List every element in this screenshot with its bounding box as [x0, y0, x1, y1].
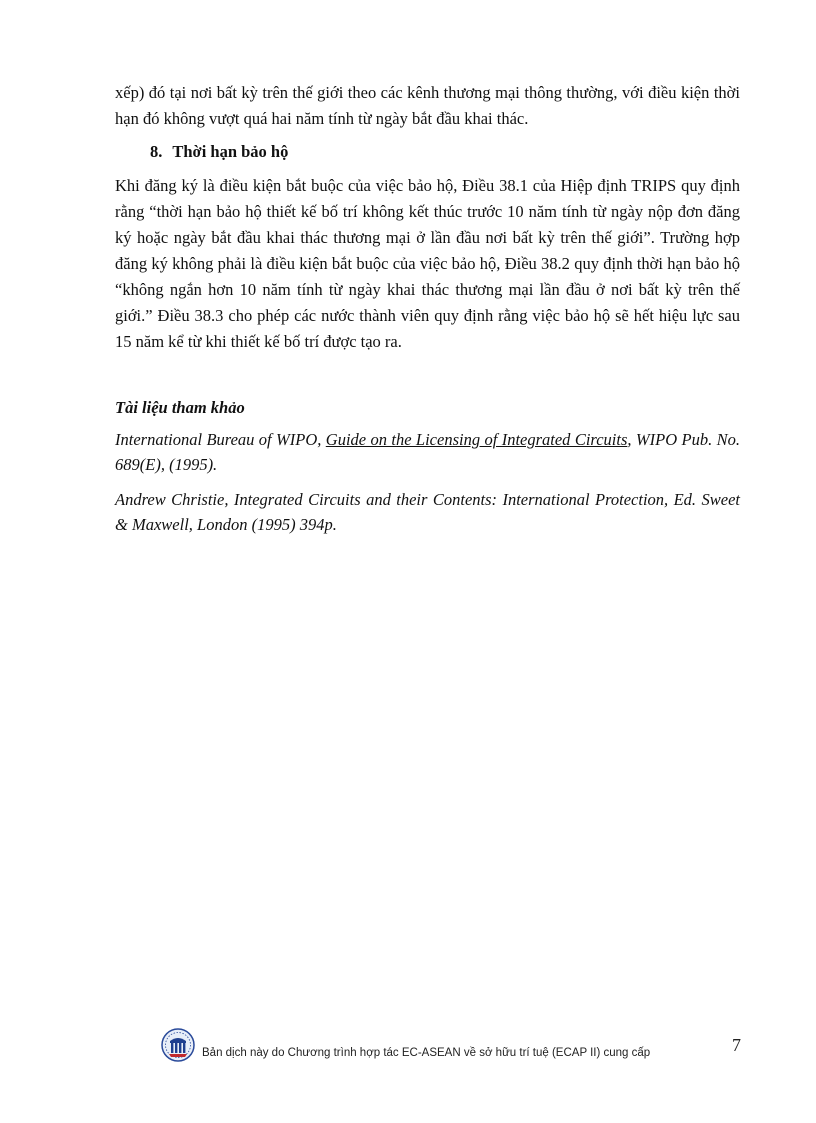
references-title: Tài liệu tham khảo [115, 398, 245, 417]
footer-credit: Bản dịch này do Chương trình hợp tác EC-ASEAN về sở hữu trí tuệ (ECAP II) cung cấp [202, 1047, 651, 1059]
section-number: 8. [150, 142, 163, 161]
paragraph-protection-term: Khi đăng ký là điều kiện bắt buộc của việc bảo hộ, Điều 38.1 của Hiệp định TRIPS quy định rằng “thời hạn bảo hộ thiết kế bố trí không kết thúc trước 10 năm tính từ ngày nộp đơn đăng ký hoặc ngày bắt đầu khai thác thương mại ở lần đầu nơi bất kỳ trên thế giới”. Trường hợp đăng ký không phải là điều kiện bắt buộc của việc bảo hộ, Điều 38.2 quy định thời hạn bảo hộ “không ngắn hơn 10 năm tính từ ngày khai thác thương mại lần đầu ở nơi bất kỳ trên thế giới.” Điều 38.3 cho phép các nước thành viên quy định rằng việc bảo hộ sẽ hết hiệu lực sau 15 năm kể từ khi thiết kế bố trí được tạo ra. [115, 176, 740, 351]
page-number: 7 [732, 1035, 741, 1055]
paragraph-continuation: xếp) đó tại nơi bất kỳ trên thế giới theo các kênh thương mại thông thường, với điều kiện thời hạn đó không vượt quá hai năm tính từ ngày bắt đầu khai thác. [115, 83, 740, 128]
reference-item [115, 427, 740, 477]
section-heading [150, 140, 288, 164]
section-title: Thời hạn bảo hộ [172, 142, 289, 161]
reference-item: Andrew Christie, Integrated Circuits and their Contents: International Protection, Ed. Sweet & Maxwell, London (1995) 394p. [115, 490, 740, 534]
page-footer [160, 1025, 750, 1070]
reference-author: International Bureau of WIPO, [115, 430, 326, 449]
ecap-logo-icon [160, 1027, 196, 1063]
reference-link-title[interactable]: Guide on the Licensing of Integrated Circuits [325, 430, 628, 449]
reference-details: , WIPO Pub. No. 689(E), (1995). [115, 430, 740, 474]
